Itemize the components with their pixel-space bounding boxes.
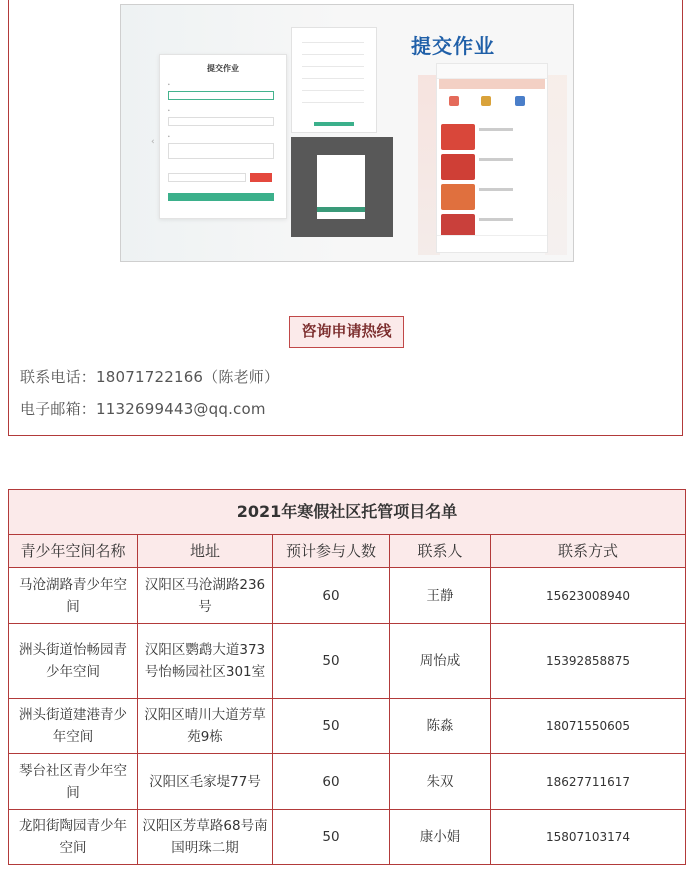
header-name: 青少年空间名称	[9, 535, 138, 568]
cell-contact: 陈淼	[390, 699, 491, 754]
submit-form-mock: 提交作业 * * *	[159, 54, 287, 219]
info-card	[8, 0, 683, 436]
cell-name: 洲头街道怡畅园青少年空间	[9, 624, 138, 699]
header-phone: 联系方式	[491, 535, 686, 568]
cell-phone: 15623008940	[491, 568, 686, 624]
table-row	[9, 810, 686, 865]
cell-address: 汉阳区芳草路68号南国明珠二期	[138, 810, 273, 865]
cell-contact: 王静	[390, 568, 491, 624]
form-title: 提交作业	[207, 64, 239, 73]
phone-dialog-mock	[291, 137, 393, 237]
homework-app-screenshot	[120, 4, 574, 262]
screenshot-title: 提交作业	[411, 34, 495, 58]
cell-count: 50	[273, 624, 390, 699]
table-title: 2021年寒假社区托管项目名单	[9, 490, 686, 535]
chevron-left-icon: ‹	[151, 137, 155, 147]
contact-email: 电子邮箱：1132699443@qq.com	[20, 400, 266, 418]
cell-address: 汉阳区马沧湖路236号	[138, 568, 273, 624]
submit-button-mock	[168, 193, 274, 201]
cell-phone: 18627711617	[491, 754, 686, 810]
cell-phone: 15807103174	[491, 810, 686, 865]
cell-count: 60	[273, 754, 390, 810]
cell-contact: 康小娟	[390, 810, 491, 865]
cell-address: 汉阳区鹦鹉大道373号怡畅园社区301室	[138, 624, 273, 699]
table-row	[9, 624, 686, 699]
table-header-row	[9, 535, 686, 568]
cell-name: 马沧湖路青少年空间	[9, 568, 138, 624]
cell-contact: 朱双	[390, 754, 491, 810]
table-row	[9, 568, 686, 624]
cell-address: 汉阳区晴川大道芳草苑9栋	[138, 699, 273, 754]
header-address: 地址	[138, 535, 273, 568]
cell-count: 50	[273, 699, 390, 754]
upload-button-mock	[250, 173, 272, 182]
cell-contact: 周怡成	[390, 624, 491, 699]
cell-phone: 15392858875	[491, 624, 686, 699]
cell-phone: 18071550605	[491, 699, 686, 754]
header-contact: 联系人	[390, 535, 491, 568]
hotline-heading: 咨询申请热线	[289, 316, 404, 348]
cell-name: 洲头街道建港青少年空间	[9, 699, 138, 754]
phone-course-list-mock	[436, 63, 548, 253]
phone-form-mock	[291, 27, 377, 133]
header-count: 预计参与人数	[273, 535, 390, 568]
cell-name: 琴台社区青少年空间	[9, 754, 138, 810]
cell-count: 50	[273, 810, 390, 865]
cell-count: 60	[273, 568, 390, 624]
contact-phone: 联系电话：18071722166（陈老师）	[20, 368, 280, 386]
table-row	[9, 754, 686, 810]
cell-address: 汉阳区毛家堤77号	[138, 754, 273, 810]
table-row	[9, 699, 686, 754]
project-table	[8, 489, 686, 865]
cell-name: 龙阳街陶园青少年空间	[9, 810, 138, 865]
